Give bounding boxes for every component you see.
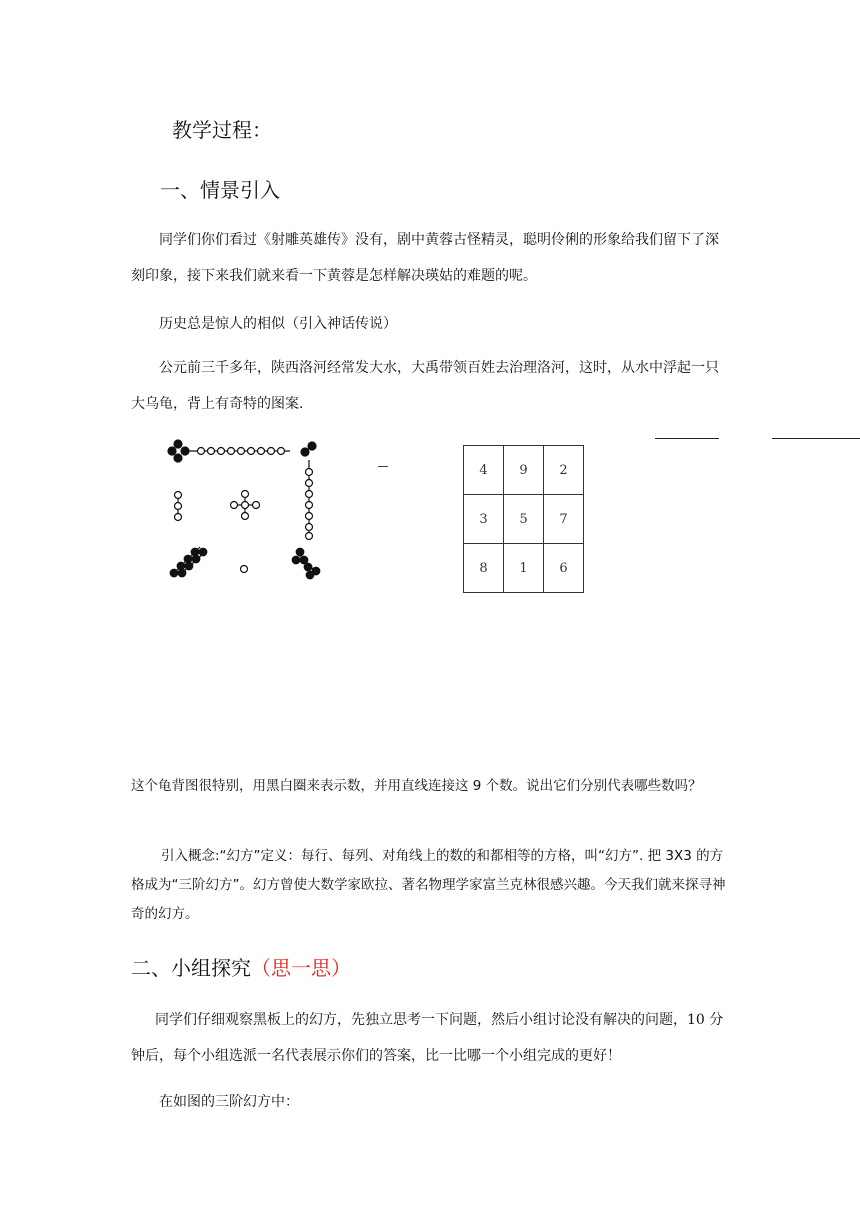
paragraph-turtle-description: 这个龟背图很特别，用黑白圈来表示数，并用直线连接这 9 个数。说出它们分别代表哪些数吗？ — [131, 778, 702, 794]
magic-cell: 1 — [504, 544, 544, 593]
paragraph-magic-square-question: 在如图的三阶幻方中： — [159, 1094, 299, 1110]
luoshu-two — [301, 442, 316, 456]
luoshu-diagram — [160, 430, 330, 590]
luoshu-seven — [306, 460, 313, 540]
luoshu-nine — [188, 448, 290, 455]
paragraph-concept: 引入概念:“幻方”定义：每行、每列、对角线上的数的和都相等的方格，叫“幻方”. 把 3X3 的方格成为“三阶幻方”。幻方曾使大数学家欧拉、著名物理学家富兰克林很感兴趣。今天我们就来探寻神奇的幻方。 — [131, 848, 726, 922]
magic-cell: 6 — [544, 544, 584, 593]
magic-cell: 8 — [464, 544, 504, 593]
magic-cell: 2 — [544, 446, 584, 495]
luoshu-six — [292, 548, 320, 579]
magic-cell: 9 — [504, 446, 544, 495]
paragraph-intro: 同学们你们看过《射雕英雄传》没有，剧中黄蓉古怪精灵，聪明伶俐的形象给我们留下了深刻印象，接下来我们就来看一下黄蓉是怎样解决瑛姑的难题的呢。 — [131, 232, 719, 284]
divider-line — [655, 438, 719, 439]
luoshu-three — [175, 492, 182, 521]
section-title-intro: 一、情景引入 — [160, 178, 280, 202]
divider-line — [772, 438, 860, 439]
magic-cell: 4 — [464, 446, 504, 495]
magic-cell: 7 — [544, 495, 584, 544]
heading-teaching-process: 教学过程： — [172, 118, 272, 142]
luoshu-one — [241, 566, 248, 573]
magic-square-row — [464, 446, 584, 495]
section-title-highlight: （思一思） — [251, 956, 351, 980]
paragraph-group-task: 同学们仔细观察黑板上的幻方，先独立思考一下问题，然后小组讨论没有解决的问题，10 分钟后，每个小组选派一名代表展示你们的答案，比一比哪一个小组完成的更好！ — [131, 1012, 724, 1064]
paragraph-history: 历史总是惊人的相似（引入神话传说） — [159, 316, 397, 332]
stray-mark — [378, 466, 388, 467]
magic-cell: 3 — [464, 495, 504, 544]
section-title-group-inquiry — [131, 952, 351, 981]
luoshu-five — [231, 491, 260, 520]
magic-square-row — [464, 544, 584, 593]
magic-cell: 5 — [504, 495, 544, 544]
magic-square-table — [463, 445, 584, 593]
magic-square-row — [464, 495, 584, 544]
luoshu-four — [168, 440, 189, 462]
paragraph-legend: 公元前三千多年，陕西洛河经常发大水，大禹带领百姓去治理洛河，这时，从水中浮起一只大乌龟，背上有奇特的图案. — [131, 360, 719, 412]
section-title-text: 二、小组探究 — [131, 956, 251, 980]
luoshu-eight — [170, 547, 207, 577]
